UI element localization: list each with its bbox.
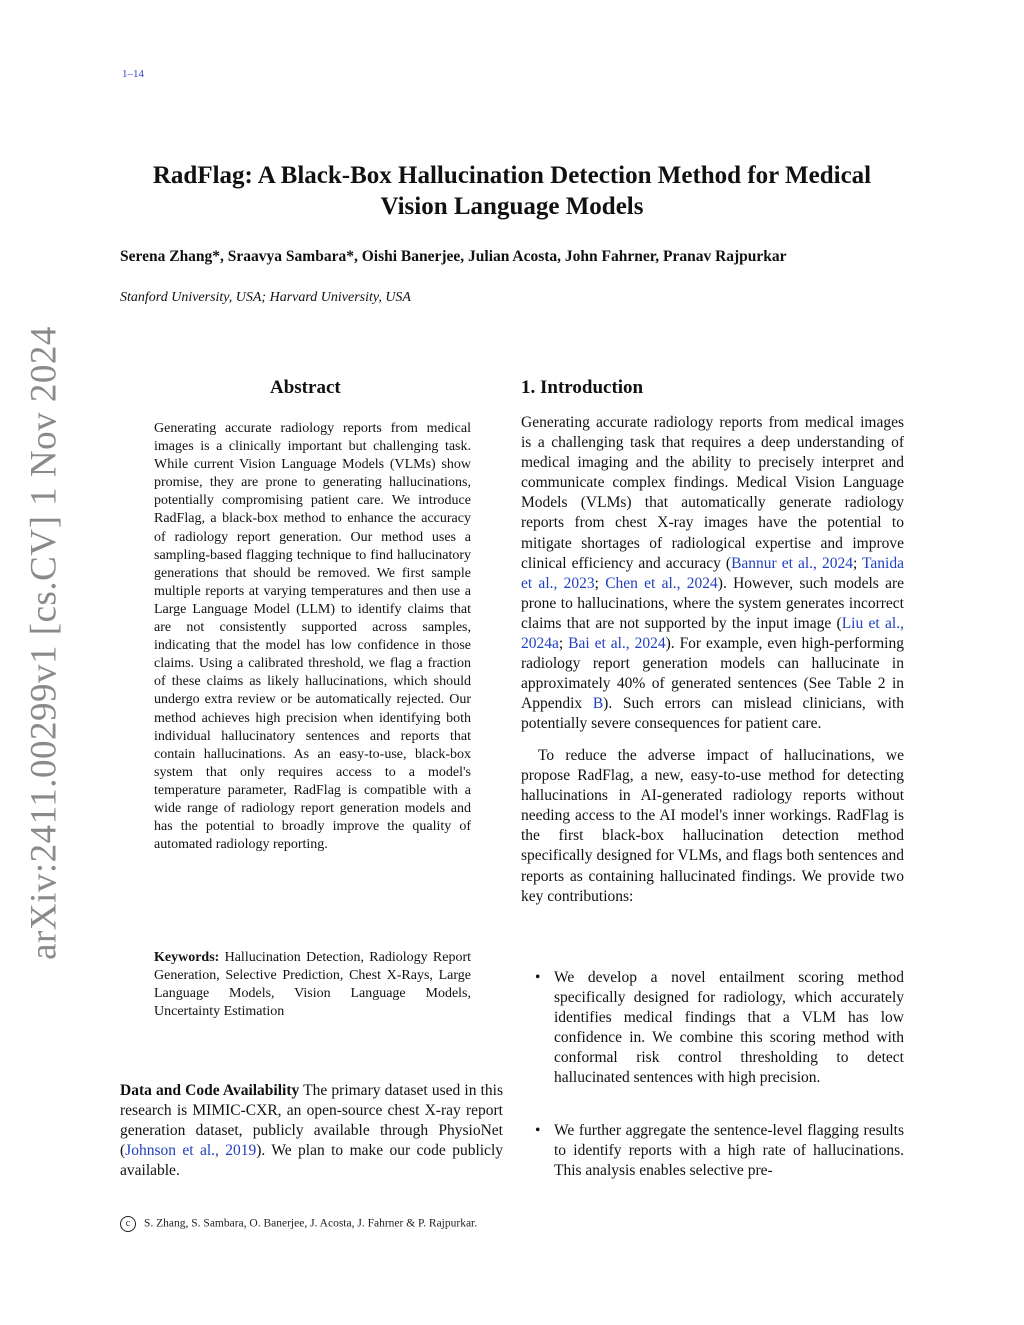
- paper-title: RadFlag: A Black-Box Hallucination Detection Method for Medical Vision Language Models: [152, 162, 872, 220]
- appendix-b-link[interactable]: B: [592, 695, 604, 713]
- citation-bai-link[interactable]: Bai et al., 2024: [568, 635, 666, 653]
- citation-johnson-link[interactable]: Johnson et al., 2019: [125, 1142, 257, 1160]
- arxiv-identifier-stamp: [23, 325, 65, 960]
- data-availability: [120, 1081, 503, 1181]
- availability-text: The primary dataset used in this research is MIMIC-CXR, an open-source chest X-ray report generation dataset, publicly available through PhysioNet (: [120, 1082, 503, 1160]
- keywords: [154, 949, 471, 1021]
- keywords-label: Keywords:: [154, 950, 220, 965]
- keywords-text: Hallucination Detection, Radiology Report Generation, Selective Prediction, Chest X-Rays, Large Language Models, Vision Language Models, Uncertainty Estimation: [154, 950, 471, 1020]
- availability-text-end: ). We plan to make our code publicly available.: [120, 1142, 503, 1180]
- bullet-icon: •: [535, 1122, 541, 1139]
- contribution-bullet: [535, 968, 904, 1089]
- introduction-heading: 1. Introduction: [521, 377, 644, 398]
- abstract-heading: Abstract: [270, 377, 341, 398]
- copyright-text: S. Zhang, S. Sambara, O. Banerjee, J. Acosta, J. Fahrner & P. Rajpurkar.: [144, 1217, 478, 1230]
- contribution-bullet: [535, 1121, 904, 1181]
- contribution-text: We develop a novel entailment scoring method specifically designed for radiology, which accurately identifies medical findings that a VLM has low confidence in. We combine this scoring method with conformal risk control thresholding to detect hallucinated sentences with high precision.: [554, 969, 904, 1087]
- availability-label: Data and Code Availability: [120, 1082, 300, 1099]
- citation-liu-link[interactable]: Liu et al., 2024a: [521, 614, 904, 653]
- introduction-paragraph-2: To reduce the adverse impact of hallucinations, we propose RadFlag, a new, easy-to-use method for detecting hallucinations in AI-generated radiology reports without needing access to the AI model's inner workings. RadFlag is the first black-box hallucination detection method specifically designed for VLMs, and flags both sentences and reports as containing hallucinated findings. We provide two key contributions:: [521, 747, 904, 905]
- arxiv-id-text: arXiv:2411.00299v1 [cs.CV] 1 Nov 2024: [23, 325, 65, 960]
- citation-chen-link[interactable]: Chen et al., 2024: [605, 574, 718, 592]
- citation-bannur-link[interactable]: Bannur et al., 2024: [731, 554, 853, 572]
- copyright-icon: c: [120, 1216, 136, 1232]
- affiliation: Stanford University, USA; Harvard University, USA: [120, 290, 411, 305]
- abstract-body: Generating accurate radiology reports from medical images is a clinically important but challenging task. While current Vision Language Models (VLMs) show promise, they are prone to generating hallucinations, potentially compromising patient care. We introduce RadFlag, a black-box method to enhance the accuracy of radiology report generation. Our method uses a sampling-based flagging technique to find hallucinatory generations that should be removed. We first sample multiple reports at varying temperatures and then use a Large Language Model (LLM) to identify claims that are not consistently supported across samples, indicating that the model has low confidence in those claims. Using a calibrated threshold, we flag a fraction of these claims as likely hallucinations, which should undergo extra review or be automatically rejected. Our method achieves high precision when identifying both individual hallucinatory sentences and reports that contain hallucinations. As an easy-to-use, black-box system that only requires access to a model's temperature parameter, RadFlag is compatible with a wide range of radiology report generation models and has the potential to broadly improve the quality of automated radiology reporting.: [154, 421, 471, 853]
- copyright-footer: [120, 1216, 477, 1232]
- contribution-text: We further aggregate the sentence-level flagging results to identify reports with a high rate of hallucinations. This analysis enables selective pre-: [554, 1122, 904, 1180]
- introduction-paragraph-1: Generating accurate radiology reports from medical images is a challenging task that requires a deep understanding of medical imaging and the ability to precisely interpret and communicate complex findings. Medical Vision Language Models (VLMs) that automatically generate radiology reports from chest X-ray images have the potential to mitigate shortages of radiological expertise and improve clinical efficiency and accuracy (Bannur et al., 2024; Tanida et al., 2023; Chen et al., 2024). However, such models are prone to hallucinations, where the system generates incorrect claims that are not supported by the input image (Liu et al., 2024a; Bai et al., 2024). For example, even high-performing radiology report generation models can hallucinate in approximately 40% of generated sentences (See Table 2 in Appendix B). Such errors can mislead clinicians, with potentially severe consequences for patient care.: [521, 414, 905, 733]
- author-list: Serena Zhang*, Sraavya Sambara*, Oishi Banerjee, Julian Acosta, John Fahrner, Pranav Rajpurkar: [120, 248, 787, 265]
- bullet-icon: •: [535, 969, 541, 986]
- citation-tanida-link[interactable]: Tanida et al., 2023: [521, 554, 904, 592]
- page-range: 1–14: [122, 68, 144, 80]
